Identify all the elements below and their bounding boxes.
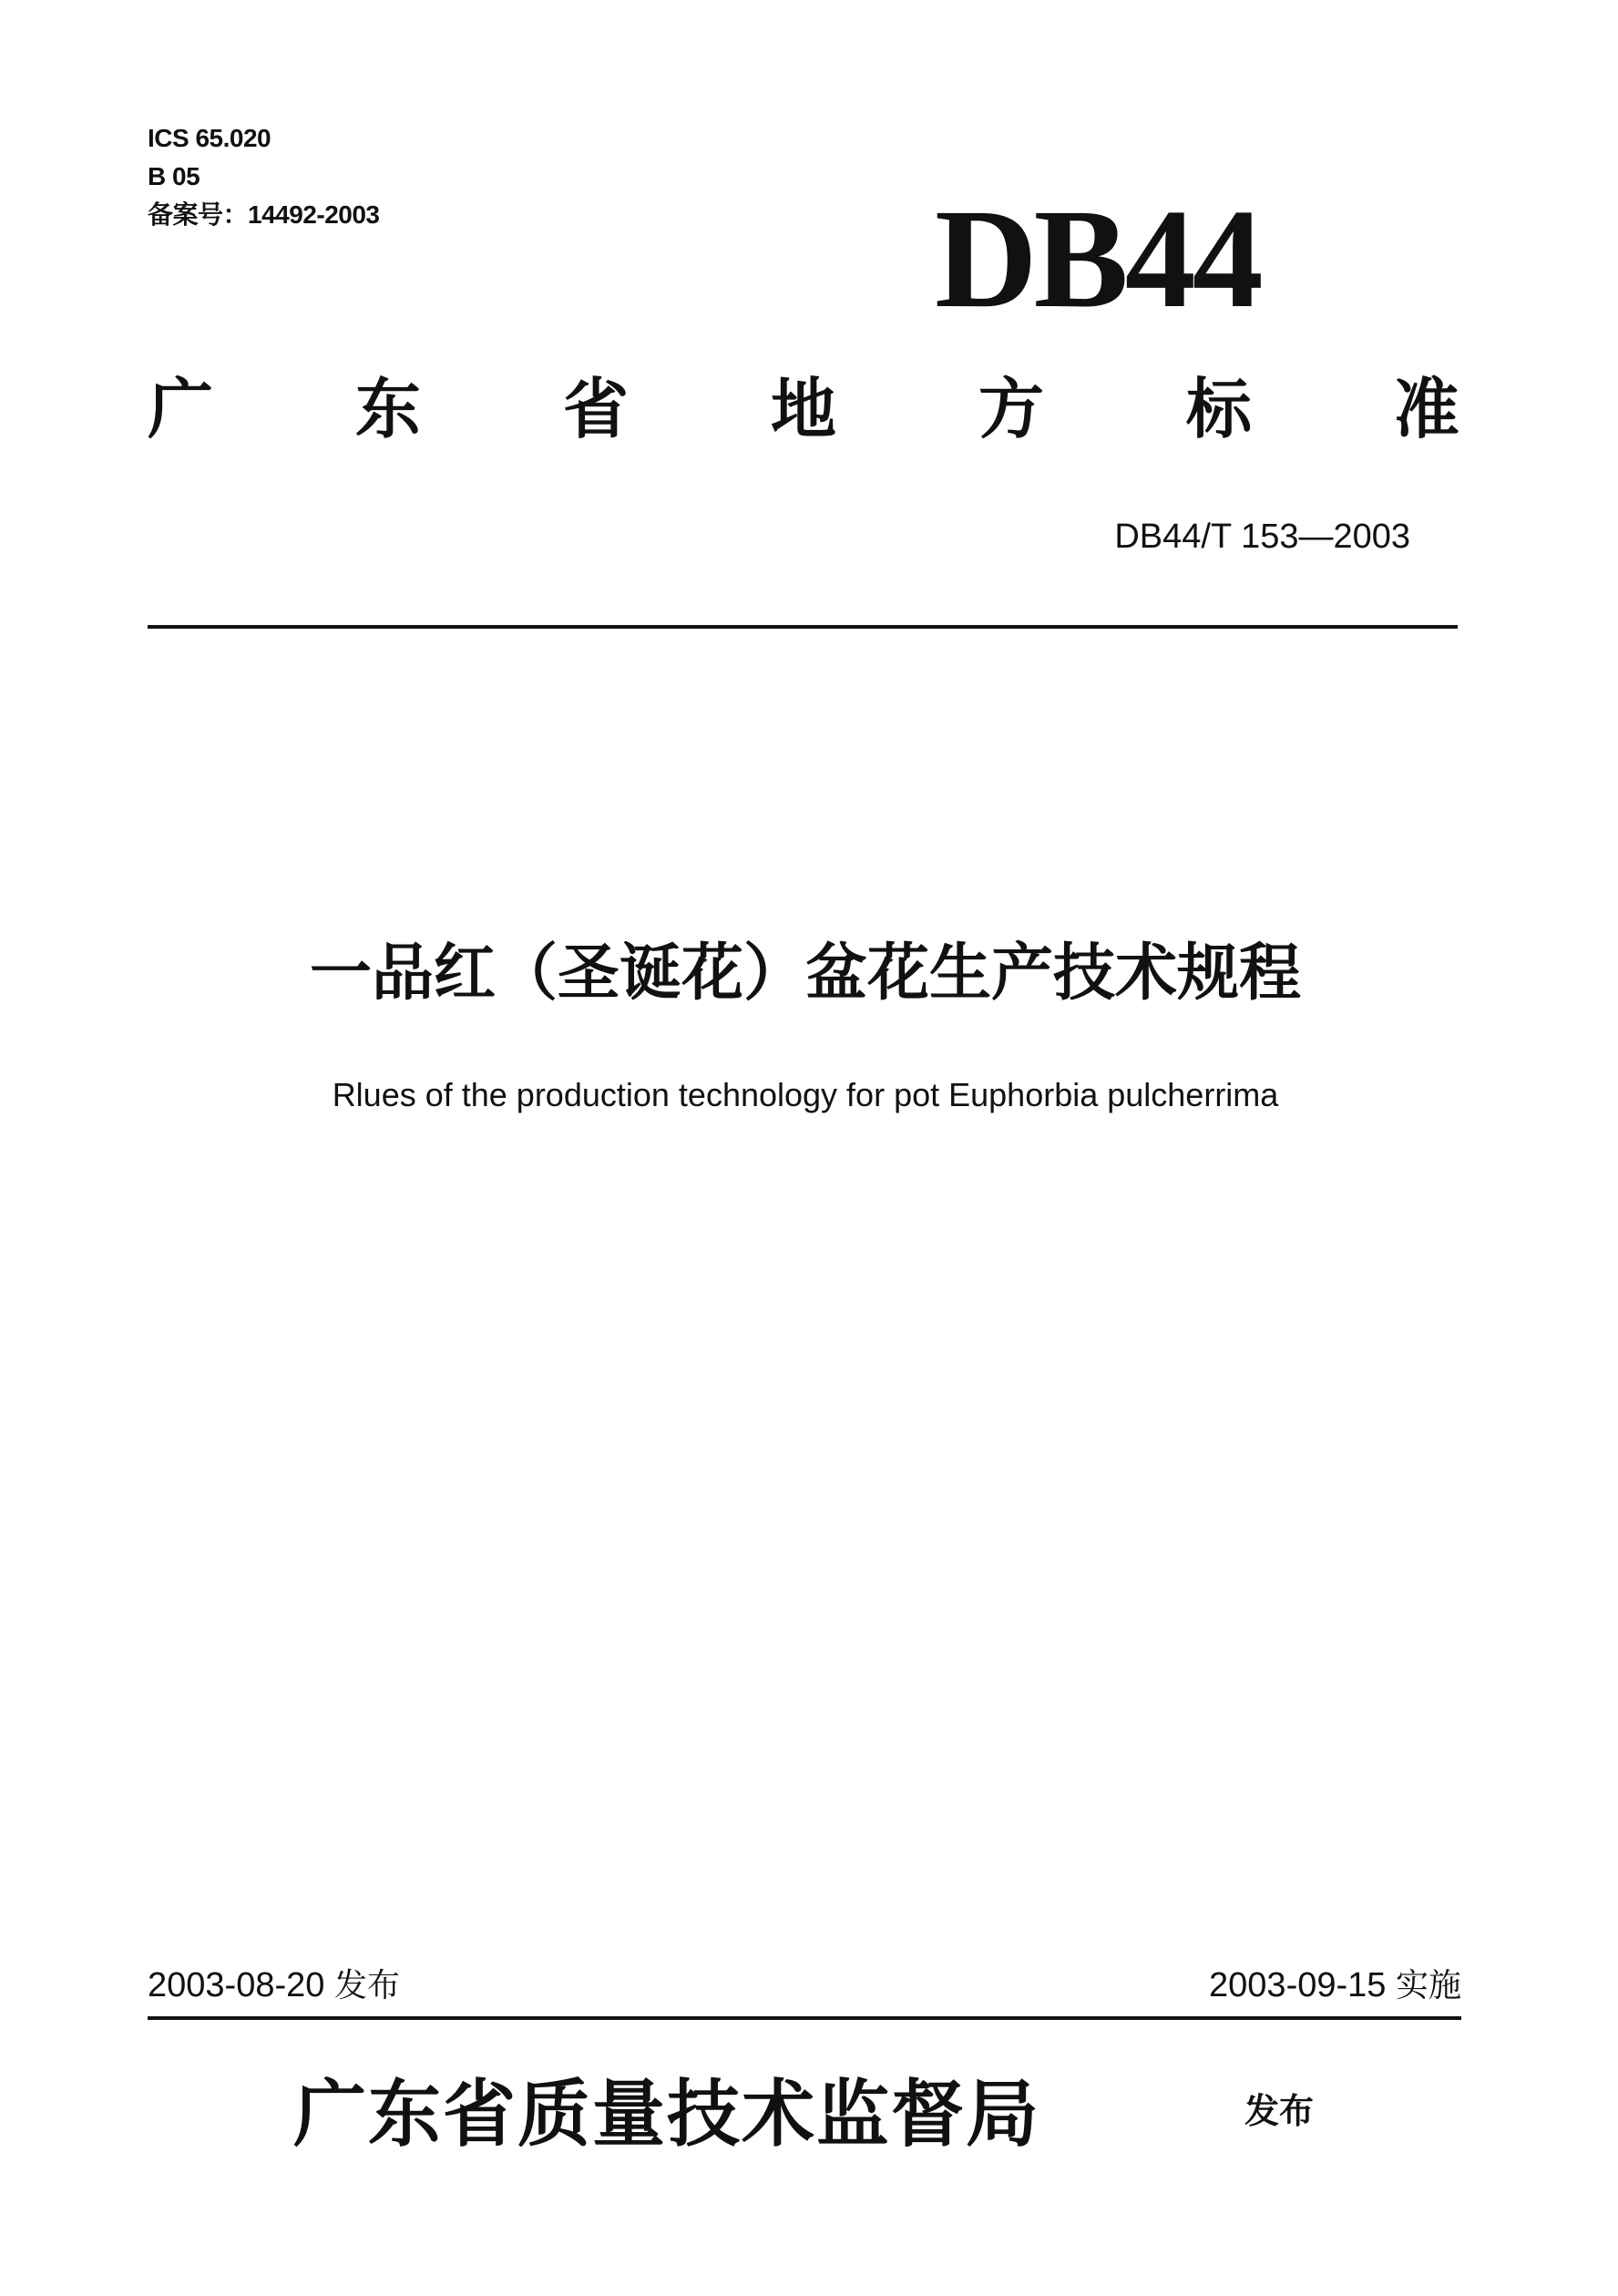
issuing-authority: 广东省质量技术监督局	[293, 2071, 1040, 2157]
issuing-label: 发布	[1244, 2091, 1315, 2131]
standard-type-char: 标	[1185, 371, 1252, 447]
implement-date	[1006, 1963, 1461, 2008]
record-value: 14492-2003	[248, 200, 380, 229]
standard-type-heading	[148, 368, 1459, 450]
document-title-zh: 一品红（圣诞花）盆花生产技术规程	[309, 938, 1301, 1010]
standard-type-char: 方	[978, 371, 1044, 447]
document-title-en: Rlues of the production technology for pot Euphorbia pulcherrima	[332, 1076, 1279, 1113]
ccs-code: B 05	[148, 162, 200, 190]
standard-number: DB44/T 153—2003	[1114, 518, 1410, 556]
ics-code: ICS 65.020	[148, 124, 271, 152]
record-label: 备案号：	[148, 200, 249, 229]
implement-date-value: 2003-09-15	[1209, 1966, 1387, 2004]
implement-date-label: 实施	[1395, 1967, 1461, 2004]
top-divider	[148, 625, 1458, 629]
standard-type-char: 地	[770, 371, 836, 447]
bottom-divider	[148, 2016, 1461, 2020]
standard-type-char: 东	[354, 371, 421, 447]
db-logo: DB44	[935, 179, 1260, 337]
standard-type-char: 准	[1393, 371, 1459, 447]
standard-type-char: 省	[562, 371, 629, 447]
standard-type-char: 广	[148, 371, 214, 447]
issue-date-value: 2003-08-20	[148, 1966, 325, 2004]
issue-date-label: 发布	[333, 1967, 400, 2004]
issue-date	[148, 1963, 400, 2008]
record-number	[148, 199, 380, 231]
